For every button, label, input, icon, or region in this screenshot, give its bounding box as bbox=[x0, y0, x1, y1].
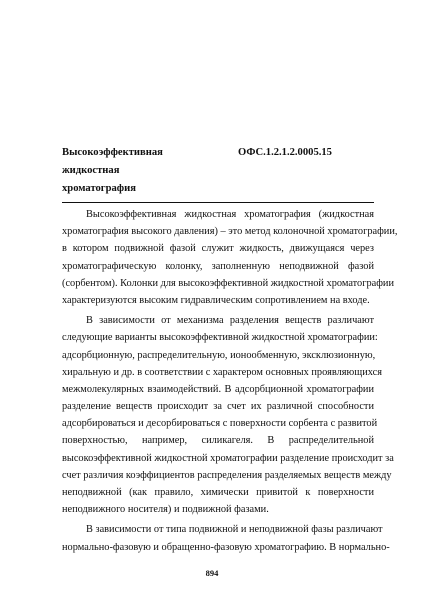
text-line: межмолекулярных взаимодействий. В адсорбционной хроматографии bbox=[62, 383, 374, 395]
text-line: адсорбционную, распределительную, ионообменную, эксклюзионную, bbox=[62, 349, 376, 361]
paragraph bbox=[62, 521, 390, 555]
paragraph bbox=[62, 206, 398, 309]
section-title-line: Высокоэффективная bbox=[62, 147, 163, 158]
section-title-line: хроматография bbox=[62, 183, 136, 194]
page-number: 894 bbox=[205, 568, 219, 578]
section-title-line: жидкостная bbox=[62, 165, 120, 176]
document-code: ОФС.1.2.1.2.0005.15 bbox=[238, 147, 332, 158]
text-line: В зависимости от механизма разделения веществ различают bbox=[86, 315, 374, 327]
text-line: неподвижной (как правило, химически привитой к поверхности bbox=[62, 487, 374, 498]
header-divider bbox=[62, 202, 374, 203]
text-line: (сорбентом). Колонки для высокоэффективной жидкостной хроматографии bbox=[62, 277, 394, 289]
text-line: нормально-фазовую и обращенно-фазовую хроматографию. В нормально- bbox=[62, 541, 390, 553]
text-line: В зависимости от типа подвижной и неподвижной фазы различают bbox=[86, 524, 383, 536]
body-text bbox=[62, 206, 398, 556]
text-line: в котором подвижной фазой служит жидкость, движущаяся через bbox=[62, 243, 374, 255]
text-line: поверхностью, например, силикагеля. В распределительной bbox=[62, 435, 374, 447]
section-title bbox=[62, 144, 212, 198]
text-line: высокоэффективной жидкостной хроматографии разделение происходит за bbox=[62, 452, 394, 464]
text-line: адсорбироваться и десорбироваться с поверхности сорбента с развитой bbox=[62, 418, 378, 430]
text-line: неподвижного носителя) и подвижной фазами. bbox=[62, 504, 269, 516]
text-line: счет различия коэффициентов распределения разделяемых веществ между bbox=[62, 469, 392, 481]
text-line: хроматографическую колонку, заполненную неподвижной фазой bbox=[62, 260, 374, 272]
paragraph bbox=[62, 312, 394, 518]
text-line: разделение веществ происходит за счет их различной способности bbox=[62, 401, 374, 413]
text-line: хроматография высокого давления) – это метод колоночной хроматографии, bbox=[62, 226, 398, 238]
text-line: следующие варианты высокоэффективной жидкостной хроматографии: bbox=[62, 332, 378, 344]
text-line: Высокоэффективная жидкостная хроматография (жидкостная bbox=[86, 209, 374, 220]
text-line: хиральную и др. в соответствии с характером основных проявляющихся bbox=[62, 366, 382, 378]
text-line: характеризуются высоким гидравлическим сопротивлением на входе. bbox=[62, 294, 370, 306]
